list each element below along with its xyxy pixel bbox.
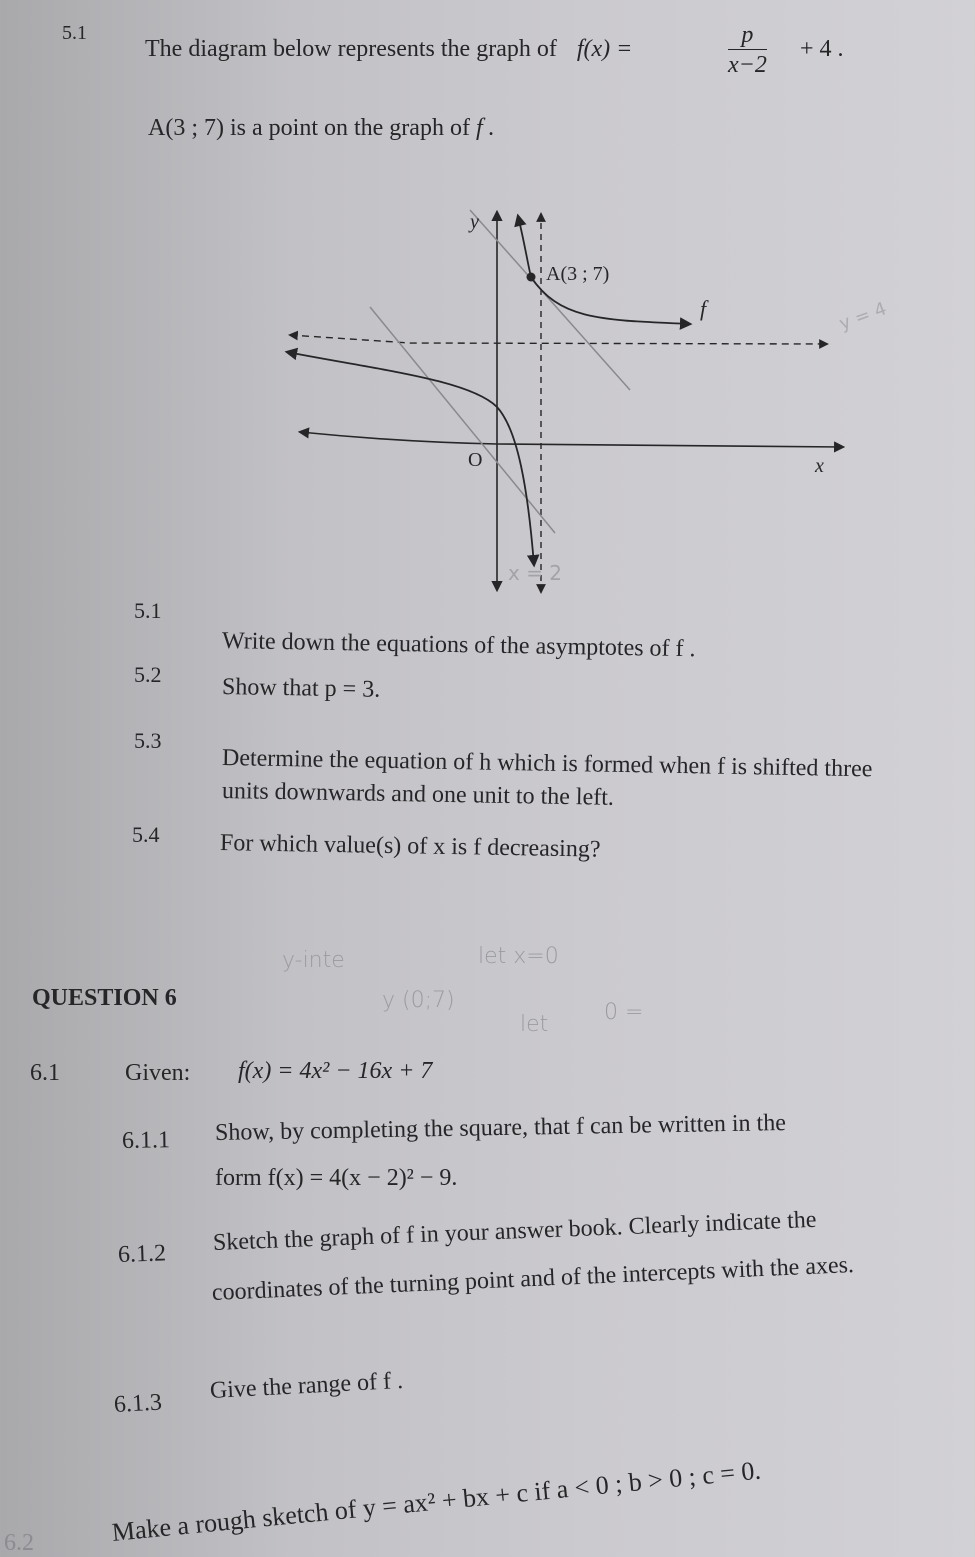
q52-text: Show that p = 3.	[221, 674, 381, 703]
horizontal-asymptote	[290, 335, 827, 344]
q612-number: 6.1.2	[117, 1240, 167, 1268]
handwritten-note: y-inte	[282, 948, 345, 973]
point-a-label: A(3 ; 7)	[546, 263, 610, 285]
hyperbola-graph	[270, 190, 920, 610]
point-f: f .	[475, 115, 495, 141]
x-axis	[300, 432, 843, 447]
fraction	[728, 22, 767, 79]
handwritten-note: let	[520, 1012, 549, 1037]
handwritten-note: y (0;7)	[382, 988, 455, 1013]
q61-given-label: Given:	[125, 1060, 191, 1086]
function-lhs: f(x) =	[576, 36, 633, 62]
q61-number: 6.1	[30, 1060, 60, 1086]
function-rhs: + 4 .	[800, 36, 844, 62]
q62-number: 6.2	[4, 1530, 34, 1556]
q611-text-line2: form f(x) = 4(x − 2)² − 9.	[215, 1165, 458, 1191]
y-axis-label: y	[470, 211, 479, 233]
question-6-title: QUESTION 6	[32, 985, 177, 1011]
q53-text-line2: units downwards and one unit to the left.	[221, 778, 615, 811]
q51-text: Write down the equations of the asymptotes of f .	[221, 628, 696, 663]
fraction-numerator: p	[728, 22, 767, 50]
q61-expression: f(x) = 4x² − 16x + 7	[238, 1058, 433, 1084]
q613-text: Give the range of f .	[209, 1367, 404, 1404]
handwritten-note: 0 =	[604, 1000, 644, 1025]
q54-number: 5.4	[132, 822, 160, 847]
q54-text: For which value(s) of x is f decreasing?	[219, 830, 601, 863]
q53-number: 5.3	[134, 728, 162, 753]
point-statement	[148, 115, 495, 142]
x-axis-label: x	[815, 455, 824, 477]
point-text: A(3 ; 7) is a point on the graph of	[148, 115, 470, 141]
intro-label: The diagram below represents the graph of	[145, 36, 557, 62]
tangent-line-upper	[470, 210, 630, 390]
curve-label: f	[700, 296, 707, 321]
intro-text	[145, 36, 632, 63]
point-a	[527, 273, 536, 282]
q52-number: 5.2	[134, 662, 162, 687]
section-number: 5.1	[62, 22, 87, 44]
handwritten-x-asymptote: x = 2	[508, 561, 563, 585]
q612-text-line2: coordinates of the turning point and of the intercepts with the axes.	[211, 1251, 855, 1306]
origin-label: O	[468, 449, 483, 471]
q62-text: Make a rough sketch of y = ax² + bx + c if a < 0 ; b > 0 ; c = 0.	[110, 1455, 763, 1547]
q53-text: Determine the equation of h which is formed when f is shifted three	[221, 745, 873, 783]
q51-number: 5.1	[134, 598, 162, 623]
fraction-denominator: x−2	[728, 52, 767, 78]
q611-number: 6.1.1	[121, 1127, 171, 1154]
handwritten-y-asymptote: y = 4	[836, 298, 890, 335]
handwritten-note: let x=0	[478, 944, 559, 969]
q613-number: 6.1.3	[113, 1389, 163, 1418]
q612-text: Sketch the graph of f in your answer book. Clearly indicate the	[212, 1206, 817, 1256]
q611-text: Show, by completing the square, that f can be written in the	[214, 1110, 787, 1146]
